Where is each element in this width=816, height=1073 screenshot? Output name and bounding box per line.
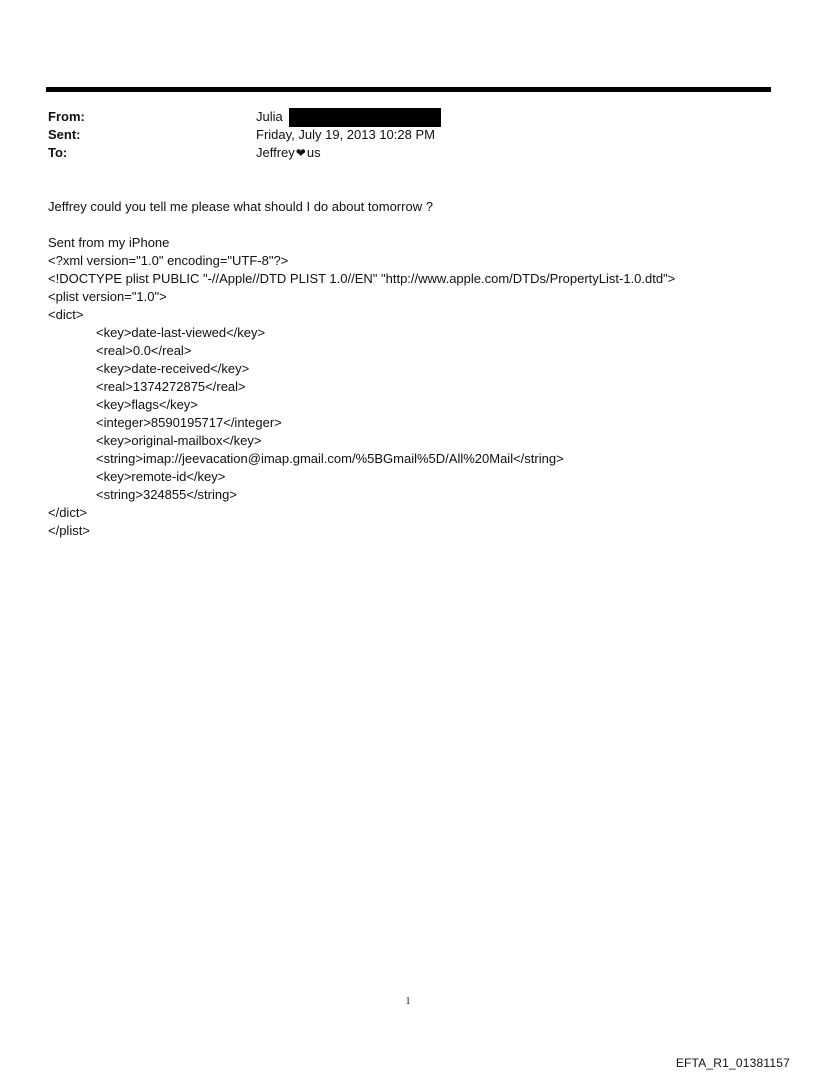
xml-declaration: <?xml version="1.0" encoding="UTF-8"?> — [48, 253, 289, 268]
dict-line: <real>1374272875</real> — [96, 379, 246, 394]
from-value — [256, 108, 441, 127]
redaction-block — [289, 108, 441, 127]
to-label: To: — [48, 145, 68, 160]
from-row — [48, 108, 441, 126]
dict-line: <key>flags</key> — [96, 397, 198, 412]
bates-number: EFTA_R1_01381157 — [675, 1056, 790, 1070]
doctype-line: <!DOCTYPE plist PUBLIC "-//Apple//DTD PLIST 1.0//EN" "http://www.apple.com/DTDs/PropertyList-1.0.dtd"> — [48, 271, 676, 286]
to-value — [256, 144, 321, 162]
dict-line: <key>original-mailbox</key> — [96, 433, 262, 448]
to-row — [48, 144, 441, 162]
to-value-post: us — [306, 145, 321, 160]
plist-open-line: <plist version="1.0"> — [48, 289, 167, 304]
dict-close-line: </dict> — [48, 505, 88, 520]
dict-line: <string>imap://jeevacation@imap.gmail.com/%5BGmail%5D/All%20Mail</string> — [96, 451, 564, 466]
signature-text: Sent from my iPhone — [48, 235, 170, 250]
heart-icon: ❤ — [295, 146, 306, 160]
sent-value: Friday, July 19, 2013 10:28 PM — [256, 127, 435, 142]
from-name: Julia — [256, 109, 283, 124]
message-text: Jeffrey could you tell me please what should I do about tomorrow ? — [48, 199, 433, 214]
dict-line: <key>date-last-viewed</key> — [96, 325, 266, 340]
dict-line: <real>0.0</real> — [96, 343, 192, 358]
dict-open-line: <dict> — [48, 307, 84, 322]
dict-line: <string>324855</string> — [96, 487, 237, 502]
dict-line: <key>remote-id</key> — [96, 469, 226, 484]
sent-label: Sent: — [48, 127, 81, 142]
email-body — [48, 198, 788, 540]
header-divider — [46, 87, 771, 92]
to-value-pre: Jeffrey — [256, 145, 295, 160]
dict-line: <integer>8590195717</integer> — [96, 415, 282, 430]
email-header — [48, 108, 441, 162]
dict-line: <key>date-received</key> — [96, 361, 250, 376]
page-number: 1 — [405, 996, 411, 1007]
paragraph-gap — [48, 216, 788, 234]
plist-close-line: </plist> — [48, 523, 90, 538]
sent-row — [48, 126, 441, 144]
from-label: From: — [48, 109, 85, 124]
